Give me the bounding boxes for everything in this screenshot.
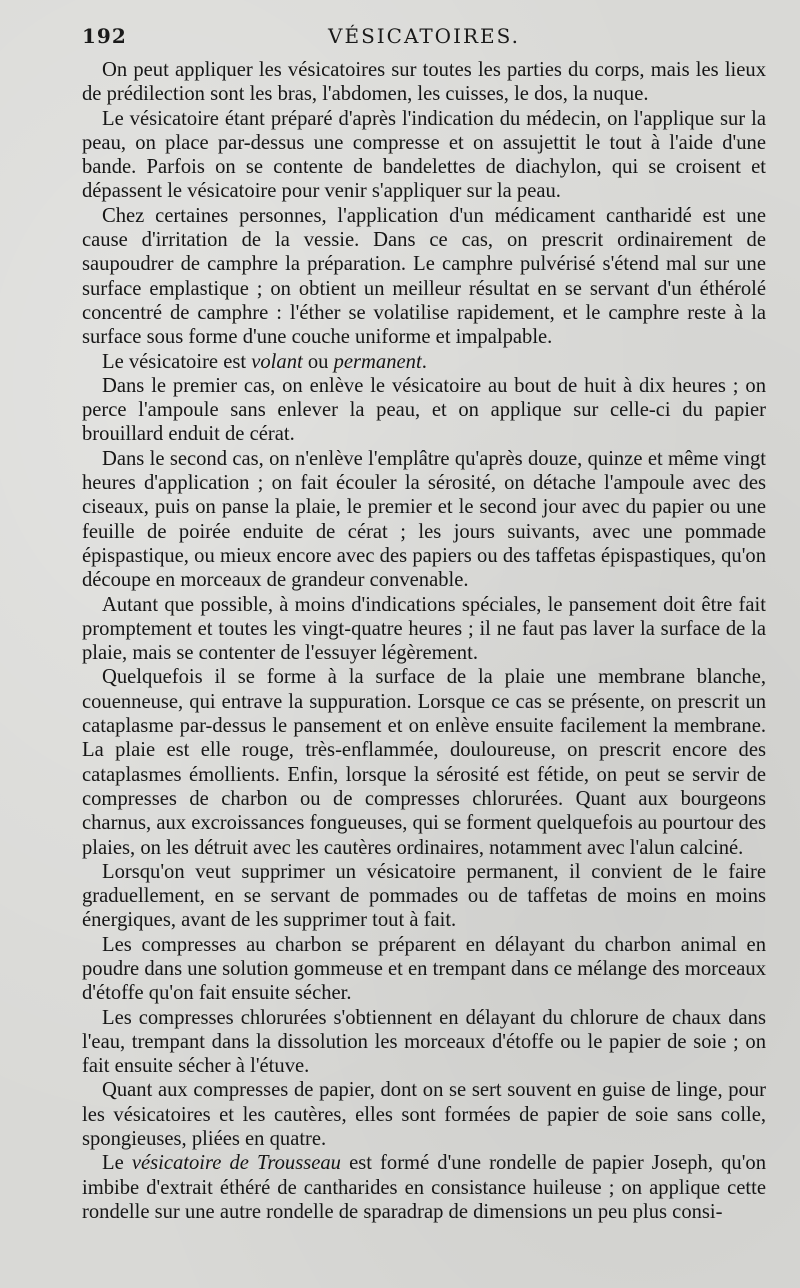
paragraph: Le vésicatoire étant préparé d'après l'indication du médecin, on l'applique sur la peau, on place par-dessus une compresse et on assujettit le tout à l'aide d'une bande. Parfois on se contente de bandelettes de diachylon, qui se croisent et dépassent le vésicatoire pour venir s'appliquer sur la peau.	[82, 107, 766, 203]
page-number: 192	[82, 24, 127, 48]
paragraph: Dans le premier cas, on enlève le vésicatoire au bout de huit à dix heures ; on perce l'ampoule sans enlever la peau, et on applique sur celle-ci du papier brouillard enduit de cérat.	[82, 374, 766, 446]
italic-term: volant	[251, 350, 303, 373]
paragraph: Dans le second cas, on n'enlève l'emplâtre qu'après douze, quinze et même vingt heures d'application ; on fait écouler la sérosité, on détache l'ampoule avec des ciseaux, puis on panse la plaie, le premier et le second jour avec du papier ou une feuille de poirée enduite de cérat ; les jours suivants, avec une pommade épispastique, ou mieux encore avec des papiers ou des taffetas épispastiques, qu'on découpe en morceaux de grandeur convenable.	[82, 447, 766, 592]
paragraph: Quant aux compresses de papier, dont on se sert souvent en guise de linge, pour les vésicatoires et les cautères, elles sont formées de papier de soie sans colle, spongieuses, pliées en quatre.	[82, 1079, 766, 1151]
paragraph: Quelquefois il se forme à la surface de la plaie une membrane blanche, couenneuse, qui entrave la suppuration. Lorsque ce cas se présente, on prescrit un cataplasme par-dessus le pansement et on enlève ensuite facilement la membrane. La plaie est elle rouge, très-enflammée, douloureuse, on prescrit encore des cataplasmes émollients. Enfin, lorsque la sérosité est fétide, on peut se servir de compresses de charbon ou de compresses chlorurées. Quant aux bourgeons charnus, aux excroissances fongueuses, qui se forment quelquefois au pourtour des plaies, on les détruit avec les cautères ordinaires, notamment avec l'alun calciné.	[82, 666, 766, 859]
paragraph: Lorsqu'on veut supprimer un vésicatoire permanent, il convient de le faire graduellement, en se servant de pommades ou de taffetas de moins en moins énergiques, avant de les supprimer tout à fait.	[82, 860, 766, 932]
italic-term: permanent	[333, 350, 422, 373]
paragraph: Chez certaines personnes, l'application d'un médicament cantharidé est une cause d'irritation de la vessie. Dans ce cas, on prescrit ordinairement de saupoudrer de camphre la préparation. Le camphre pulvérisé s'étend mal sur une surface emplastique ; on obtient un meilleur résultat en se servant d'un éthérolé concentré de camphre : l'éther se volatilise rapidement, et le camphre reste à la surface sous forme d'une couche uniforme et impalpable.	[82, 204, 766, 349]
paragraph	[82, 350, 766, 374]
paragraph: Les compresses au charbon se préparent en délayant du charbon animal en poudre dans une solution gommeuse et en trempant dans ce mélange des morceaux d'étoffe qu'on fait ensuite sécher.	[82, 933, 766, 1005]
running-header	[82, 24, 766, 58]
text-run: Le	[102, 1152, 132, 1175]
italic-term: vésicatoire de Trousseau	[131, 1152, 341, 1175]
paragraph	[82, 1151, 766, 1224]
text-run: ou	[302, 350, 334, 373]
body-text	[82, 58, 766, 1224]
paragraph: Autant que possible, à moins d'indications spéciales, le pansement doit être fait promptement et toutes les vingt-quatre heures ; il ne faut pas laver la surface de la plaie, mais se contenter de l'essuyer légèrement.	[82, 593, 766, 665]
text-run: est formé d'une rondelle de papier Joseph, qu'on imbibe d'extrait éthéré de cantharides en consistance huileuse ; on applique cette rondelle sur une autre rondelle de sparadrap de dimensions un peu plus consi-	[82, 1152, 766, 1223]
paragraph: On peut appliquer les vésicatoires sur toutes les parties du corps, mais les lieux de prédilection sont les bras, l'abdomen, les cuisses, le dos, la nuque.	[82, 59, 766, 106]
paragraph: Les compresses chlorurées s'obtiennent en délayant du chlorure de chaux dans l'eau, trempant dans la dissolution les morceaux d'étoffe ou le papier de soie ; on fait ensuite sécher à l'étuve.	[82, 1006, 766, 1078]
text-run: Le vésicatoire est	[102, 350, 252, 373]
running-title: VÉSICATOIRES.	[328, 24, 520, 48]
text-run: .	[421, 350, 427, 373]
